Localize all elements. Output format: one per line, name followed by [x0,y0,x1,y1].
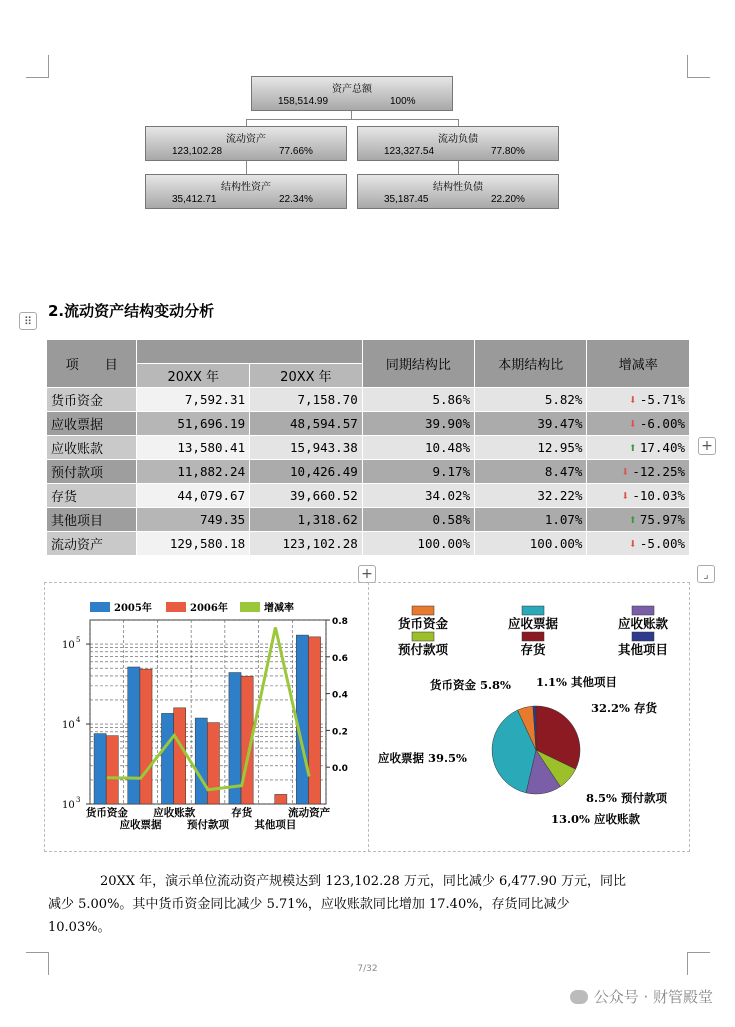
x-tick-label: 存货 [231,807,253,819]
box-percent: 22.20% [491,194,525,205]
cell-year-2: 48,594.57 [250,412,363,436]
x-tick-label: 应收账款 [153,807,196,819]
legend-label: 2006年 [190,603,228,614]
y-tick-exponent: 3 [76,796,81,804]
bar-2006 [207,723,219,804]
header-year-2: 20XX 年 [250,364,363,388]
analysis-line-3: 10.03%。 [48,920,111,935]
watermark [570,986,713,1007]
page-number: 7/32 [357,964,378,974]
cell-change [587,436,690,460]
cell-year-2: 10,426.49 [250,460,363,484]
slice-label: 应收票据 39.5% [378,751,467,765]
box-amount: 123,327.54 [384,146,435,157]
box-title: 资产总额 [332,84,372,95]
cell-prev-ratio: 0.58% [362,508,474,532]
structural-assets-box [145,174,347,209]
bar-2006 [308,637,320,804]
arrow-down-icon: ⬇ [628,416,637,432]
watermark-text: 公众号 · 财管殿堂 [593,988,713,1006]
cell-cur-ratio: 12.95% [475,436,587,460]
box-percent: 77.66% [279,146,313,157]
cell-prev-ratio: 34.02% [362,484,474,508]
cell-change [587,532,690,556]
box-percent: 100% [390,96,416,107]
x-tick-label: 货币资金 [85,807,128,819]
change-value: 75.97% [639,511,685,527]
slice-label: 32.2% 存货 [591,701,657,715]
legend-label: 货币资金 [397,616,449,631]
current-liabilities-box [357,126,559,161]
corner-mark-tr [687,55,710,78]
pie-chart [370,596,688,840]
box-title: 结构性资产 [221,182,271,193]
connector-line [246,160,247,174]
slice-label: 13.0% 应收账款 [551,812,640,826]
legend-swatch [632,606,654,615]
box-amount: 123,102.28 [172,146,223,157]
cell-cur-ratio: 32.22% [475,484,587,508]
legend-label: 存货 [520,642,546,657]
legend-swatch [522,606,544,615]
connector-line [246,119,247,126]
box-amount: 35,412.71 [172,194,217,205]
current-assets-table [46,339,690,556]
table-row [47,484,690,508]
box-percent: 22.34% [279,194,313,205]
legend-label: 增减率 [264,603,294,614]
y2-tick-label: 0.4 [332,690,348,701]
legend-swatch [412,606,434,615]
slice-label: 8.5% 预付款项 [586,791,667,805]
header-cur-ratio: 本期结构比 [475,340,587,388]
cell-change [587,388,690,412]
change-value: 17.40% [639,439,685,455]
change-value: -5.00% [639,535,685,551]
x-tick-label: 其他项目 [254,819,297,831]
row-name: 货币资金 [47,388,137,412]
connector-line [351,111,352,119]
corner-mark-tl [26,55,49,78]
row-name: 应收票据 [47,412,137,436]
cell-year-2: 123,102.28 [250,532,363,556]
cell-change [587,412,690,436]
bar-2005 [195,718,207,804]
cell-cur-ratio: 8.47% [475,460,587,484]
header-years-group [137,340,362,364]
table-header-row [47,340,690,364]
arrow-down-icon: ⬇ [621,488,630,504]
bar-2006 [275,794,287,804]
y2-tick-label: 0.6 [332,653,348,664]
connector-line [458,119,459,126]
arrow-up-icon: ⬆ [628,512,637,528]
cell-prev-ratio: 5.86% [362,388,474,412]
change-value: -12.25% [632,463,685,479]
header-year-1: 20XX 年 [137,364,250,388]
box-title: 结构性负债 [433,182,483,193]
legend-swatch [522,632,544,641]
box-amount: 35,187.45 [384,194,429,205]
slice-label: 1.1% 其他项目 [536,675,617,689]
row-name: 应收账款 [47,436,137,460]
row-name: 其他项目 [47,508,137,532]
legend-label: 应收票据 [507,616,559,631]
y-tick-label: 10 [62,800,75,811]
slice-label: 货币资金 5.8% [430,678,511,692]
bar-2005 [94,734,106,804]
cell-year-1: 44,079.67 [137,484,250,508]
table-row [47,460,690,484]
cell-year-1: 7,592.31 [137,388,250,412]
cell-change [587,508,690,532]
cell-cur-ratio: 100.00% [475,532,587,556]
legend-swatch [632,632,654,641]
change-value: -10.03% [632,487,685,503]
bar-2006 [174,708,186,804]
change-value: -5.71% [639,391,685,407]
y-tick-label: 10 [62,720,75,732]
cell-change [587,460,690,484]
connector-line [246,119,458,120]
cell-year-1: 749.35 [137,508,250,532]
cell-year-2: 1,318.62 [250,508,363,532]
row-name: 预付款项 [47,460,137,484]
arrow-down-icon: ⬇ [621,464,630,480]
bar-2005 [161,713,173,804]
x-tick-label: 应收票据 [119,819,162,831]
box-title: 流动负债 [438,134,478,145]
wechat-icon [570,990,588,1004]
bar-2005 [128,667,140,804]
bar-2005 [229,673,241,804]
cell-prev-ratio: 39.90% [362,412,474,436]
legend-label: 预付款项 [397,642,449,657]
row-name: 存货 [47,484,137,508]
analysis-line-1: 20XX 年，演示单位流动资产规模达到 123,102.28 万元，同比减少 6,477.90 万元，同比 [100,874,627,889]
box-amount: 158,514.99 [278,96,329,107]
arrow-down-icon: ⬇ [628,392,637,408]
x-tick-label: 预付款项 [187,819,229,831]
bar-2005 [296,635,308,804]
table-row [47,532,690,556]
y2-tick-label: 0.0 [332,764,348,775]
header-change: 增减率 [587,340,690,388]
table-row [47,436,690,460]
cell-change [587,484,690,508]
cell-prev-ratio: 9.17% [362,460,474,484]
header-prev-ratio: 同期结构比 [362,340,474,388]
cell-year-1: 13,580.41 [137,436,250,460]
y-tick-exponent: 4 [76,716,81,725]
y-tick-exponent: 5 [76,636,81,645]
connector-line [458,160,459,174]
table-move-handle[interactable]: ⠿ [19,312,37,330]
legend-swatch [240,602,260,612]
structural-liabilities-box [357,174,559,209]
table-row [47,412,690,436]
cell-cur-ratio: 5.82% [475,388,587,412]
legend-swatch [90,602,110,612]
bar-2006 [106,736,118,804]
cell-cur-ratio: 39.47% [475,412,587,436]
y2-tick-label: 0.8 [332,617,348,627]
cell-year-1: 129,580.18 [137,532,250,556]
resize-handle[interactable]: ⌟ [697,565,715,583]
cell-year-2: 15,943.38 [250,436,363,460]
bar-line-chart [48,596,366,840]
cell-year-2: 39,660.52 [250,484,363,508]
y2-tick-label: 0.2 [332,727,348,738]
table-row [47,508,690,532]
bar-2006 [140,669,152,804]
legend-swatch [412,632,434,641]
section-title: 2.流动资产结构变动分析 [48,302,215,320]
row-name: 流动资产 [47,532,137,556]
legend-label: 其他项目 [617,642,669,657]
legend-label: 应收账款 [617,616,669,631]
change-value: -6.00% [639,415,685,431]
x-tick-label: 流动资产 [288,807,331,819]
box-percent: 77.80% [491,146,525,157]
arrow-down-icon: ⬇ [628,536,637,552]
cell-year-1: 11,882.24 [137,460,250,484]
add-row-button[interactable]: + [358,565,376,583]
box-title: 流动资产 [226,134,266,145]
cell-prev-ratio: 100.00% [362,532,474,556]
header-item: 项 目 [47,340,137,388]
add-column-button[interactable]: + [698,437,716,455]
total-assets-box [251,76,453,111]
y-tick-label: 10 [62,640,75,652]
cell-cur-ratio: 1.07% [475,508,587,532]
table-row [47,388,690,412]
cell-year-2: 7,158.70 [250,388,363,412]
arrow-up-icon: ⬆ [628,440,637,456]
legend-swatch [166,602,186,612]
current-assets-box [145,126,347,161]
cell-prev-ratio: 10.48% [362,436,474,460]
chart-divider [368,582,369,852]
cell-year-1: 51,696.19 [137,412,250,436]
legend-label: 2005年 [114,603,152,614]
analysis-line-2: 减少 5.00%。其中货币资金同比减少 5.71%，应收账款同比增加 17.40%，存货同比减少 [48,897,570,912]
